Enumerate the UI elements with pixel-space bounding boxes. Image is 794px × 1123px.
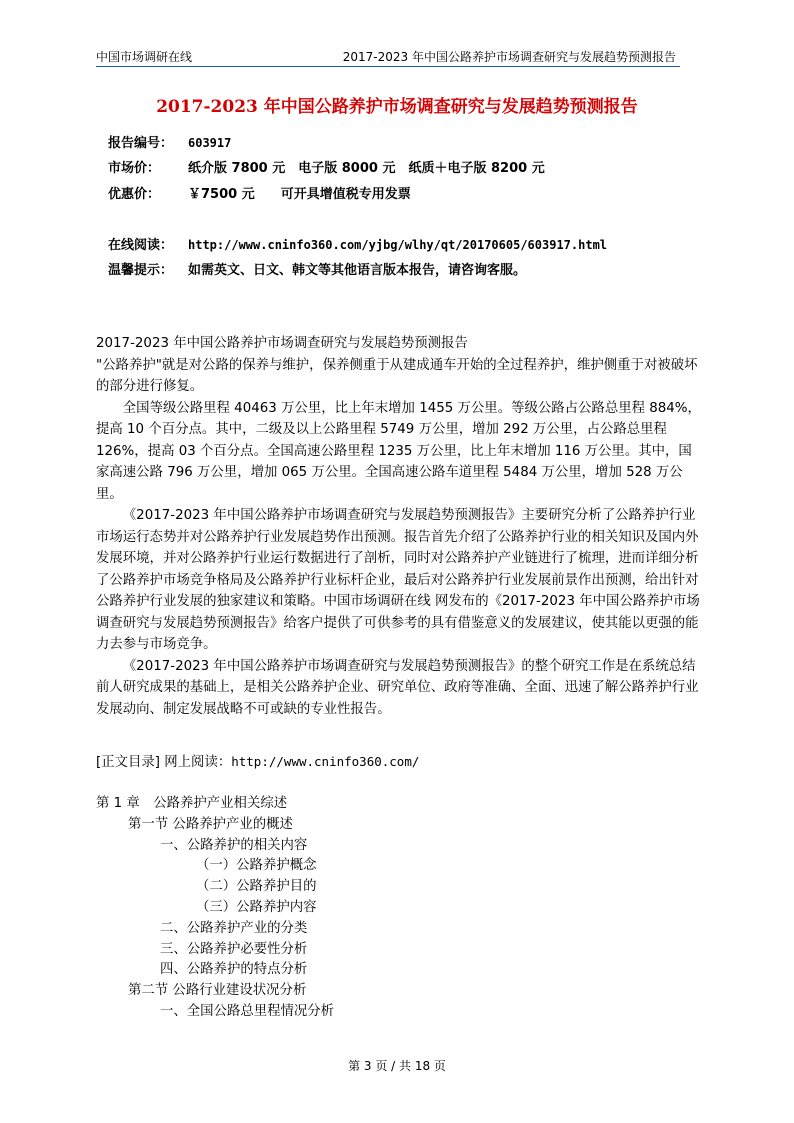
summary-paragraph: 《2017-2023 年中国公路养护市场调查研究与发展趋势预测报告》的整个研究工作是在系统总结前人研究成果的基础上，是相关公路养护企业、研究单位、政府等准确、全面、迅速了解公路养护行业发展动向、制定发展战略不可或缺的专业性报告。 xyxy=(96,658,699,717)
tip-value: 如需英文、日文、韩文等其他语言版本报告，请咨询客服。 xyxy=(188,263,527,278)
summary-heading: 2017-2023 年中国公路养护市场调查研究与发展趋势预测报告 xyxy=(96,336,468,351)
header-report-title: 2017-2023 年中国公路养护市场调查研究与发展趋势预测报告 xyxy=(342,50,676,64)
report-summary xyxy=(96,333,702,720)
toc-item: 二、公路养护产业的分类 xyxy=(160,920,308,936)
online-reading-row xyxy=(108,235,607,256)
header-site-name: 中国市场调研在线 xyxy=(96,50,193,64)
online-reading-link[interactable]: http://www.cninfo360.com/yjbg/wlhy/qt/20170605/603917.html xyxy=(188,238,608,252)
report-code-label: 报告编号： xyxy=(108,136,174,151)
online-reading-label: 在线阅读： xyxy=(108,238,174,253)
toc-item: 第一节 公路养护产业的概述 xyxy=(128,816,293,832)
tip-label: 温馨提示： xyxy=(108,263,174,278)
summary-paragraph: 全国等级公路里程 40463 万公里，比上年末增加 1455 万公里。等级公路占公路总里程 884%，提高 10 个百分点。其中，二级及以上公路里程 5749 万公里，增加 292 万公里，占公路总里程 126%，提高 03 个百分点。全国高速公路里程 1235 万公里，比上年末增加 116 万公里。其中，国家高速公路 796 万公里，增加 065 万公里。全国高速公路车道里程 5484 万公里，增加 528 万公里。 xyxy=(96,400,701,502)
toc-item: （二）公路养护目的 xyxy=(196,879,317,895)
table-of-contents xyxy=(96,794,334,1023)
discount-price-row xyxy=(108,185,411,205)
report-title: 2017-2023 年中国公路养护市场调查研究与发展趋势预测报告 xyxy=(156,97,638,117)
report-code-value: 603917 xyxy=(188,136,232,150)
toc-item: （三）公路养护内容 xyxy=(196,899,317,915)
toc-link-label: [正文目录] 网上阅读： xyxy=(96,755,232,770)
toc-item: 第 1 章 公路养护产业相关综述 xyxy=(96,796,288,811)
report-code-row xyxy=(108,133,231,154)
toc-item: 三、公路养护必要性分析 xyxy=(160,941,308,957)
toc-link-url[interactable]: http://www.cninfo360.com/ xyxy=(231,754,420,769)
toc-item: 一、公路养护的相关内容 xyxy=(160,837,308,853)
toc-item: 第二节 公路行业建设状况分析 xyxy=(128,983,307,999)
discount-price-value: ￥7500 元 可开具增值税专用发票 xyxy=(188,187,411,202)
market-price-row xyxy=(108,159,545,179)
summary-paragraph: 《2017-2023 年中国公路养护市场调查研究与发展趋势预测报告》主要研究分析了公路养护行业市场运行态势并对公路养护行业发展趋势作出预测。报告首先介绍了公路养护行业的相关知识及国内外发展环境，并对公路养护行业运行数据进行了剖析，同时对公路养护产业链进行了梳理，进而详细分析了公路养护市场竞争格局及公路养护行业标杆企业，最后对公路养护行业发展前景作出预测，给出针对公路养护行业发展的独家建议和策略。中国市场调研在线 网发布的《2017-2023 年中国公路养护市场调查研究与发展趋势预测报告》给客户提供了可供参考的具有借鉴意义的发展建议，使其能以更强的能力去参与市场竞争。 xyxy=(96,508,700,652)
discount-price-label: 优惠价： xyxy=(108,187,161,202)
page-number: 第 3 页 / 共 18 页 xyxy=(348,1059,446,1073)
summary-paragraph: "公路养护"就是对公路的保养与维护，保养侧重于从建成通车开始的全过程养护，维护侧重于对被破坏的部分进行修复。 xyxy=(96,357,698,394)
market-price-label: 市场价： xyxy=(108,161,161,176)
market-price-value: 纸介版 7800 元 电子版 8000 元 纸质＋电子版 8200 元 xyxy=(188,161,545,176)
toc-item: 四、公路养护的特点分析 xyxy=(160,962,308,978)
header-divider xyxy=(96,66,680,67)
toc-item: 一、全国公路总里程情况分析 xyxy=(160,1003,335,1019)
page-header xyxy=(96,48,680,66)
toc-link-row xyxy=(96,752,419,774)
toc-item: （一）公路养护概念 xyxy=(196,858,317,874)
tip-row xyxy=(108,261,526,281)
